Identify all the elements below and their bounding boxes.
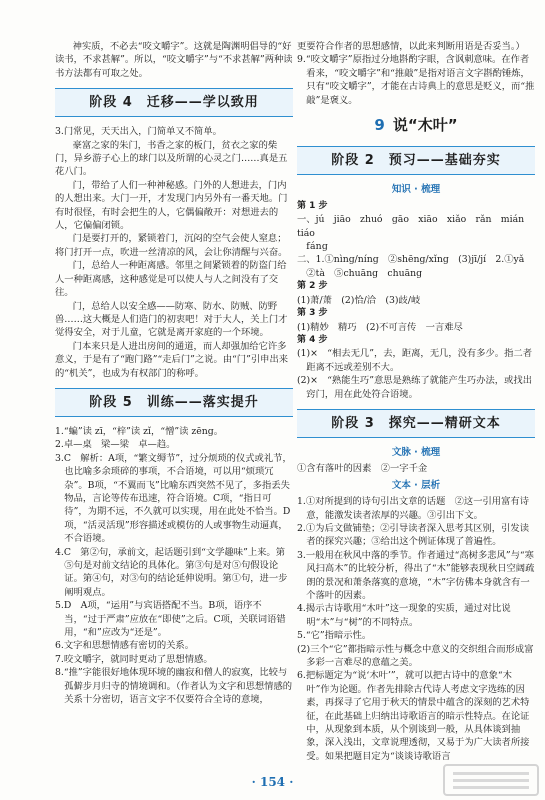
watermark-logo bbox=[443, 764, 539, 796]
list-item: 豪富之家的朱门，书香之家的板门，贫衣之家的柴门，异乡游子心上的球门以及所谓的心灵之门……真是五花八门。 bbox=[55, 139, 288, 178]
list-item: (1)萧/萧 (2)恰/洽 (3)歧/岐 bbox=[297, 294, 421, 306]
list-item: 6.把标题定为“说‘木叶’”，就可以把古诗中的意象“木叶”作为论题。作者先排除古代诗人考虑文字选练的因素，再探寻了它用于秋天的情景中蕴含的深刻的艺术特征，在此基础上归纳出诗歌语言的暗示性特点。在论证中，从现象到本质，从个别谈到一般，从具体谈到抽象，深入浅出，文章说理透彻，又易于为广大读者所接受。如果把题目定为“谈谈诗歌语言 bbox=[297, 670, 530, 762]
list-item: ①含有落叶的因素 ②一字千金 bbox=[297, 463, 428, 475]
list-item: 一、jú jiāo zhuó gāo xiāo xiǎo rǎn mián tiáo bbox=[297, 214, 534, 239]
list-item: fáng bbox=[306, 241, 329, 253]
watermark-bar bbox=[453, 772, 529, 775]
chapter-title bbox=[297, 116, 535, 135]
list-item: 5.“它”指暗示性。 bbox=[297, 630, 372, 642]
list-item: (2)× “熟能生巧”意思是熟练了就能产生巧办法，或找出窍门，用在此处符合语境。 bbox=[297, 375, 532, 400]
right-column bbox=[297, 40, 535, 763]
left-column bbox=[55, 40, 293, 706]
list-item: 7.咬文嚼字，就同时更动了思想情感。 bbox=[55, 653, 213, 665]
right-intro-paragraph: 9.“咬文嚼字”原指过分地斟酌字眼，含讽刺意味。在作者看来，“咬文嚼字”和“推敲”是指对语言文字斟酌锤炼，只有“咬文嚼字”，才能在古诗典上的意思是贬义，而“推敲”是褒义。 bbox=[297, 54, 535, 106]
list-item: (1)精妙 精巧 (2)不可言传 一言难尽 bbox=[297, 321, 463, 333]
list-item: 二、1.①nìng/níng ②shēng/xǐng (3)jī/jí 2.①yǎ ②tà ⑤chuāng chuāng bbox=[297, 254, 534, 279]
step3-label: 第 3 步 bbox=[297, 308, 328, 319]
list-item: (1)× “相去无几”，去，距离，无几，没有多少。指二者距离不远或差别不大。 bbox=[297, 348, 532, 373]
watermark-bar bbox=[453, 786, 529, 789]
step2-label: 第 2 步 bbox=[297, 281, 328, 292]
step1-label: 第 1 步 bbox=[297, 200, 328, 211]
text-sort-label: 文脉 · 梳理 bbox=[391, 446, 441, 458]
stage3-heading: 阶段 3 探究——精研文本 bbox=[297, 409, 535, 438]
list-item: 8.“推”字能很好地体现环境的幽寂和僧人的寂寞，比较与孤僻步月归寺的情境调和。（作者认为文字和思想情感的关系十分密切，语言文字不仅要符合全诗的意境， bbox=[55, 667, 293, 706]
knowledge-section-label: 知识 · 梳理 bbox=[391, 184, 441, 196]
list-item: 门，带给了人们一种神秘感。门外的人想进去，门内的人想出来。大门一开，才发现门内另外有一番天地。门有时很怪，有时会把生的人，它偶偏敞开：对想进去的人，它偏偏闭锁。 bbox=[55, 179, 288, 232]
list-item: 门，总给人以安全感——防寒、防水、防贼、防野兽……这大概是人们造门的初衷吧！对于大人，关上门才觉得安全，对于儿童，它就是离开家庭的一个环境。 bbox=[55, 300, 288, 339]
page-number: · 154 · bbox=[251, 775, 294, 789]
chapter-number: 9 bbox=[374, 116, 385, 135]
stage2-heading: 阶段 2 预习——基础夯实 bbox=[297, 146, 535, 175]
watermark-bar bbox=[453, 779, 529, 782]
chapter-title-text: 说“木叶” bbox=[392, 116, 458, 135]
stage4-heading: 阶段 4 迁移——学以致用 bbox=[55, 88, 293, 117]
list-item: (2)三个“它”都指暗示性与概念中意义的交织组合而形成富多彩一言难尽的意蕴之美。 bbox=[297, 643, 534, 669]
list-item: 6.文字和思想情感有密切的关系。 bbox=[55, 640, 195, 652]
list-item: 3.C 解析：A项，“繁文缛节”，过分烦琐的仪式或礼节，也比喻多余琐碎的事项，不合语境，可以用“烦琐冗杂”。B项，“不翼而飞”比喻东西突然不见了，多指丢失物品，言论等传布迅速，符合语境。C项，“指日可待”，为期不远，不久就可以实现，用在此处不恰当。D项，“活灵活现”形容描述或模仿的人或事物生动逼真，不合语境。 bbox=[55, 452, 292, 545]
list-item: 门是要打开的，紧锁着门，沉闷的空气会使人窒息；将门打开一点，吹进一丝清凉的风，会让你清醒与兴奋。 bbox=[55, 233, 288, 258]
list-item: 2.①为后文做铺垫；②引导读者深入思考其区别，引发读者的探究兴趣；③给出这个例证体现了普遍性。 bbox=[297, 522, 529, 548]
list-item: 4.揭示古诗歌用“木叶”这一现象的实质，通过对比说明“木”与“树”的不同特点。 bbox=[297, 603, 511, 628]
list-item: 4.C 第②句，承前文，起话题引到“文学趣味”上来。第⑤句是对前文结论的具体化。第③句是对⑤句假设论证。第④句，对③句的结论延伸说明。第①句，进一步阐明观点。 bbox=[55, 546, 288, 598]
text-analysis-label: 文本 · 层析 bbox=[391, 479, 441, 491]
list-item: 门，总给人一种距离感。邻里之间紧锁着的防盗门给人一种距离感，这种感觉是可以使人与人之间没有了交往。 bbox=[55, 260, 287, 299]
list-item: 门本来只是人进出房间的通道，而人却强加给它许多意义，于是有了“跑门路”“走后门”之说。由“门”引申出来的“机关”，也成为有权部门的称呼。 bbox=[55, 340, 289, 379]
list-item: 5.D A项，“运用”与宾语搭配不当。B项，语序不当，“过于严肃”应放在“即使”之后。C项，关联词语错用，“和”应改为“还是”。 bbox=[55, 600, 286, 639]
list-item: 3.一般用在秋风中落的季节。作者通过“高树多悲风”与“寒风扫高木”的比较分析，得出了“木”能够表现秋日空阔疏朗的景况和萧条落寞的意境，“木”字仿佛本身就含有一个落叶的因素。 bbox=[297, 549, 535, 601]
right-intro-paragraph: 更要符合作者的思想感情，以此来判断用语是否妥当。） bbox=[297, 41, 525, 52]
left-intro-paragraph: 神实质，不必去“咬文嚼字”。这就是陶渊明倡导的“好读书，不求甚解”。所以，“咬文嚼字”与“不求甚解”两种读书方法都有可取之处。 bbox=[55, 41, 293, 79]
list-item: 1.“蝙”读 zī，“梓”读 zǐ，“憎”读 zēng。 bbox=[55, 425, 224, 437]
stage5-heading: 阶段 5 训练——落实提升 bbox=[55, 388, 293, 417]
step4-label: 第 4 步 bbox=[297, 334, 328, 345]
list-item: 1.①对所提到的诗句引出文章的话题 ②这一引用富有诗意，能激发读者浓厚的兴趣。③引出下文。 bbox=[297, 496, 529, 521]
list-item: 3.门常见，天天出入，门简单又不简单。 bbox=[55, 126, 222, 138]
list-item: 2.卓—桌 梁—梁 卓—趋。 bbox=[55, 439, 176, 451]
